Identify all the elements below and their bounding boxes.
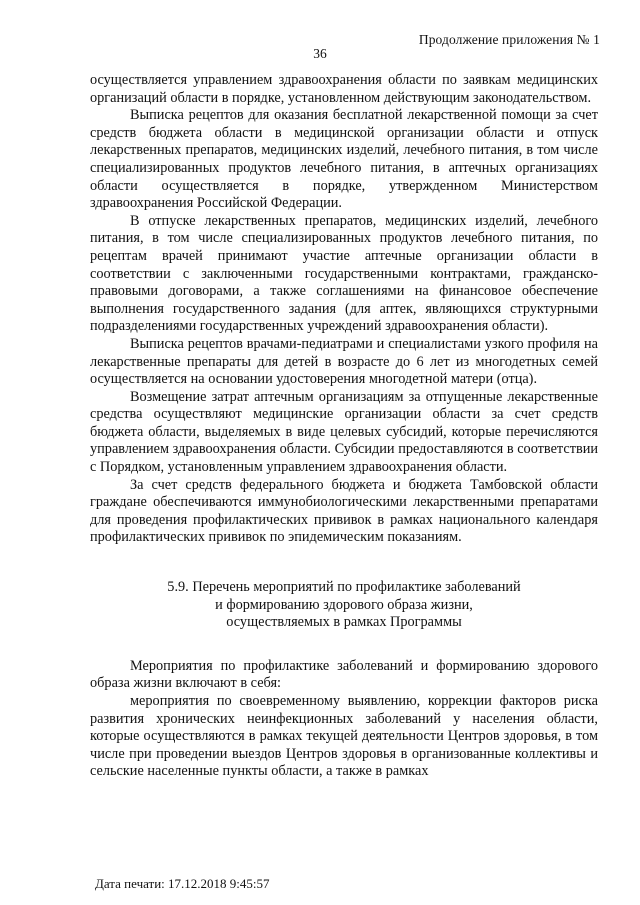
paragraph-compensation: Возмещение затрат аптечным организациям за отпущенные лекарственные средства осуществляют медицинские организации области за счет средств бюджета области, выделяемых в виде целевых субсидий, которые перечисляются управлением здравоохранения области. Субсидии предоставляются в соответствии с Порядком, установленным управлением здравоохранения области. xyxy=(90,388,598,476)
page-number: 36 xyxy=(313,46,327,61)
paragraph-pharmacies: В отпуске лекарственных препаратов, медицинских изделий, лечебного питания, в том числе специализированных продуктов лечебного питания, по рецептам врачей принимают участие аптечные организации области в соответствии с заключенными государственными контрактами, гражданско-правовыми договорами, а также соглашениями на финансовое обеспечение выполнения государственного задания (для аптек, являющихся структурными подразделениями государственных учреждений здравоохранения области). xyxy=(90,212,598,335)
paragraph-prevention-measures: мероприятия по своевременному выявлению, коррекции факторов риска развития хронических неинфекционных заболеваний у населения области, которые осуществляются в рамках текущей деятельности Центров здоровья, в том числе при проведении выездов Центров здоровья в организованные коллективы и сельские населенные пункты области, а также в рамках xyxy=(90,693,598,780)
print-date: Дата печати: 17.12.2018 9:45:57 xyxy=(95,876,270,891)
paragraph-prescriptions: Выписка рецептов для оказания бесплатной лекарственной помощи за счет средств бюджета области в медицинской организации области и отпуск лекарственных препаратов, медицинских изделий, лечебного питания, в том числе специализированных продуктов лечебного питания, в аптечных организациях области осуществляется в порядке, утвержденном Министерством здравоохранения Российской Федерации. xyxy=(90,107,598,212)
section-heading-line-3: осуществляемых в рамках Программы xyxy=(226,614,462,631)
paragraph-continuation: осуществляется управлением здравоохранения области по заявкам медицинских организаций области в порядке, установленном действующим законодательством. xyxy=(90,72,598,106)
appendix-note: Продолжение приложения № 1 xyxy=(418,32,600,47)
section-heading-line-1: 5.9. Перечень мероприятий по профилактике заболеваний xyxy=(167,579,521,596)
paragraph-immunization: За счет средств федерального бюджета и бюджета Тамбовской области граждане обеспечиваются иммунобиологическими лекарственными препаратами для проведения профилактических прививок в рамках национального календаря профилактических прививок по эпидемическим показаниям. xyxy=(90,476,598,546)
paragraph-pediatric: Выписка рецептов врачами-педиатрами и специалистами узкого профиля на лекарственные препараты для детей в возрасте до 6 лет из многодетных семей осуществляется на основании удостоверения многодетной матери (отца). xyxy=(90,335,598,388)
section-heading-line-2: и формированию здорового образа жизни, xyxy=(215,596,473,613)
document-body xyxy=(90,72,598,781)
paragraph-prevention-intro: Мероприятия по профилактике заболеваний и формированию здорового образа жизни включают в себя: xyxy=(90,657,598,692)
section-heading xyxy=(90,579,598,632)
